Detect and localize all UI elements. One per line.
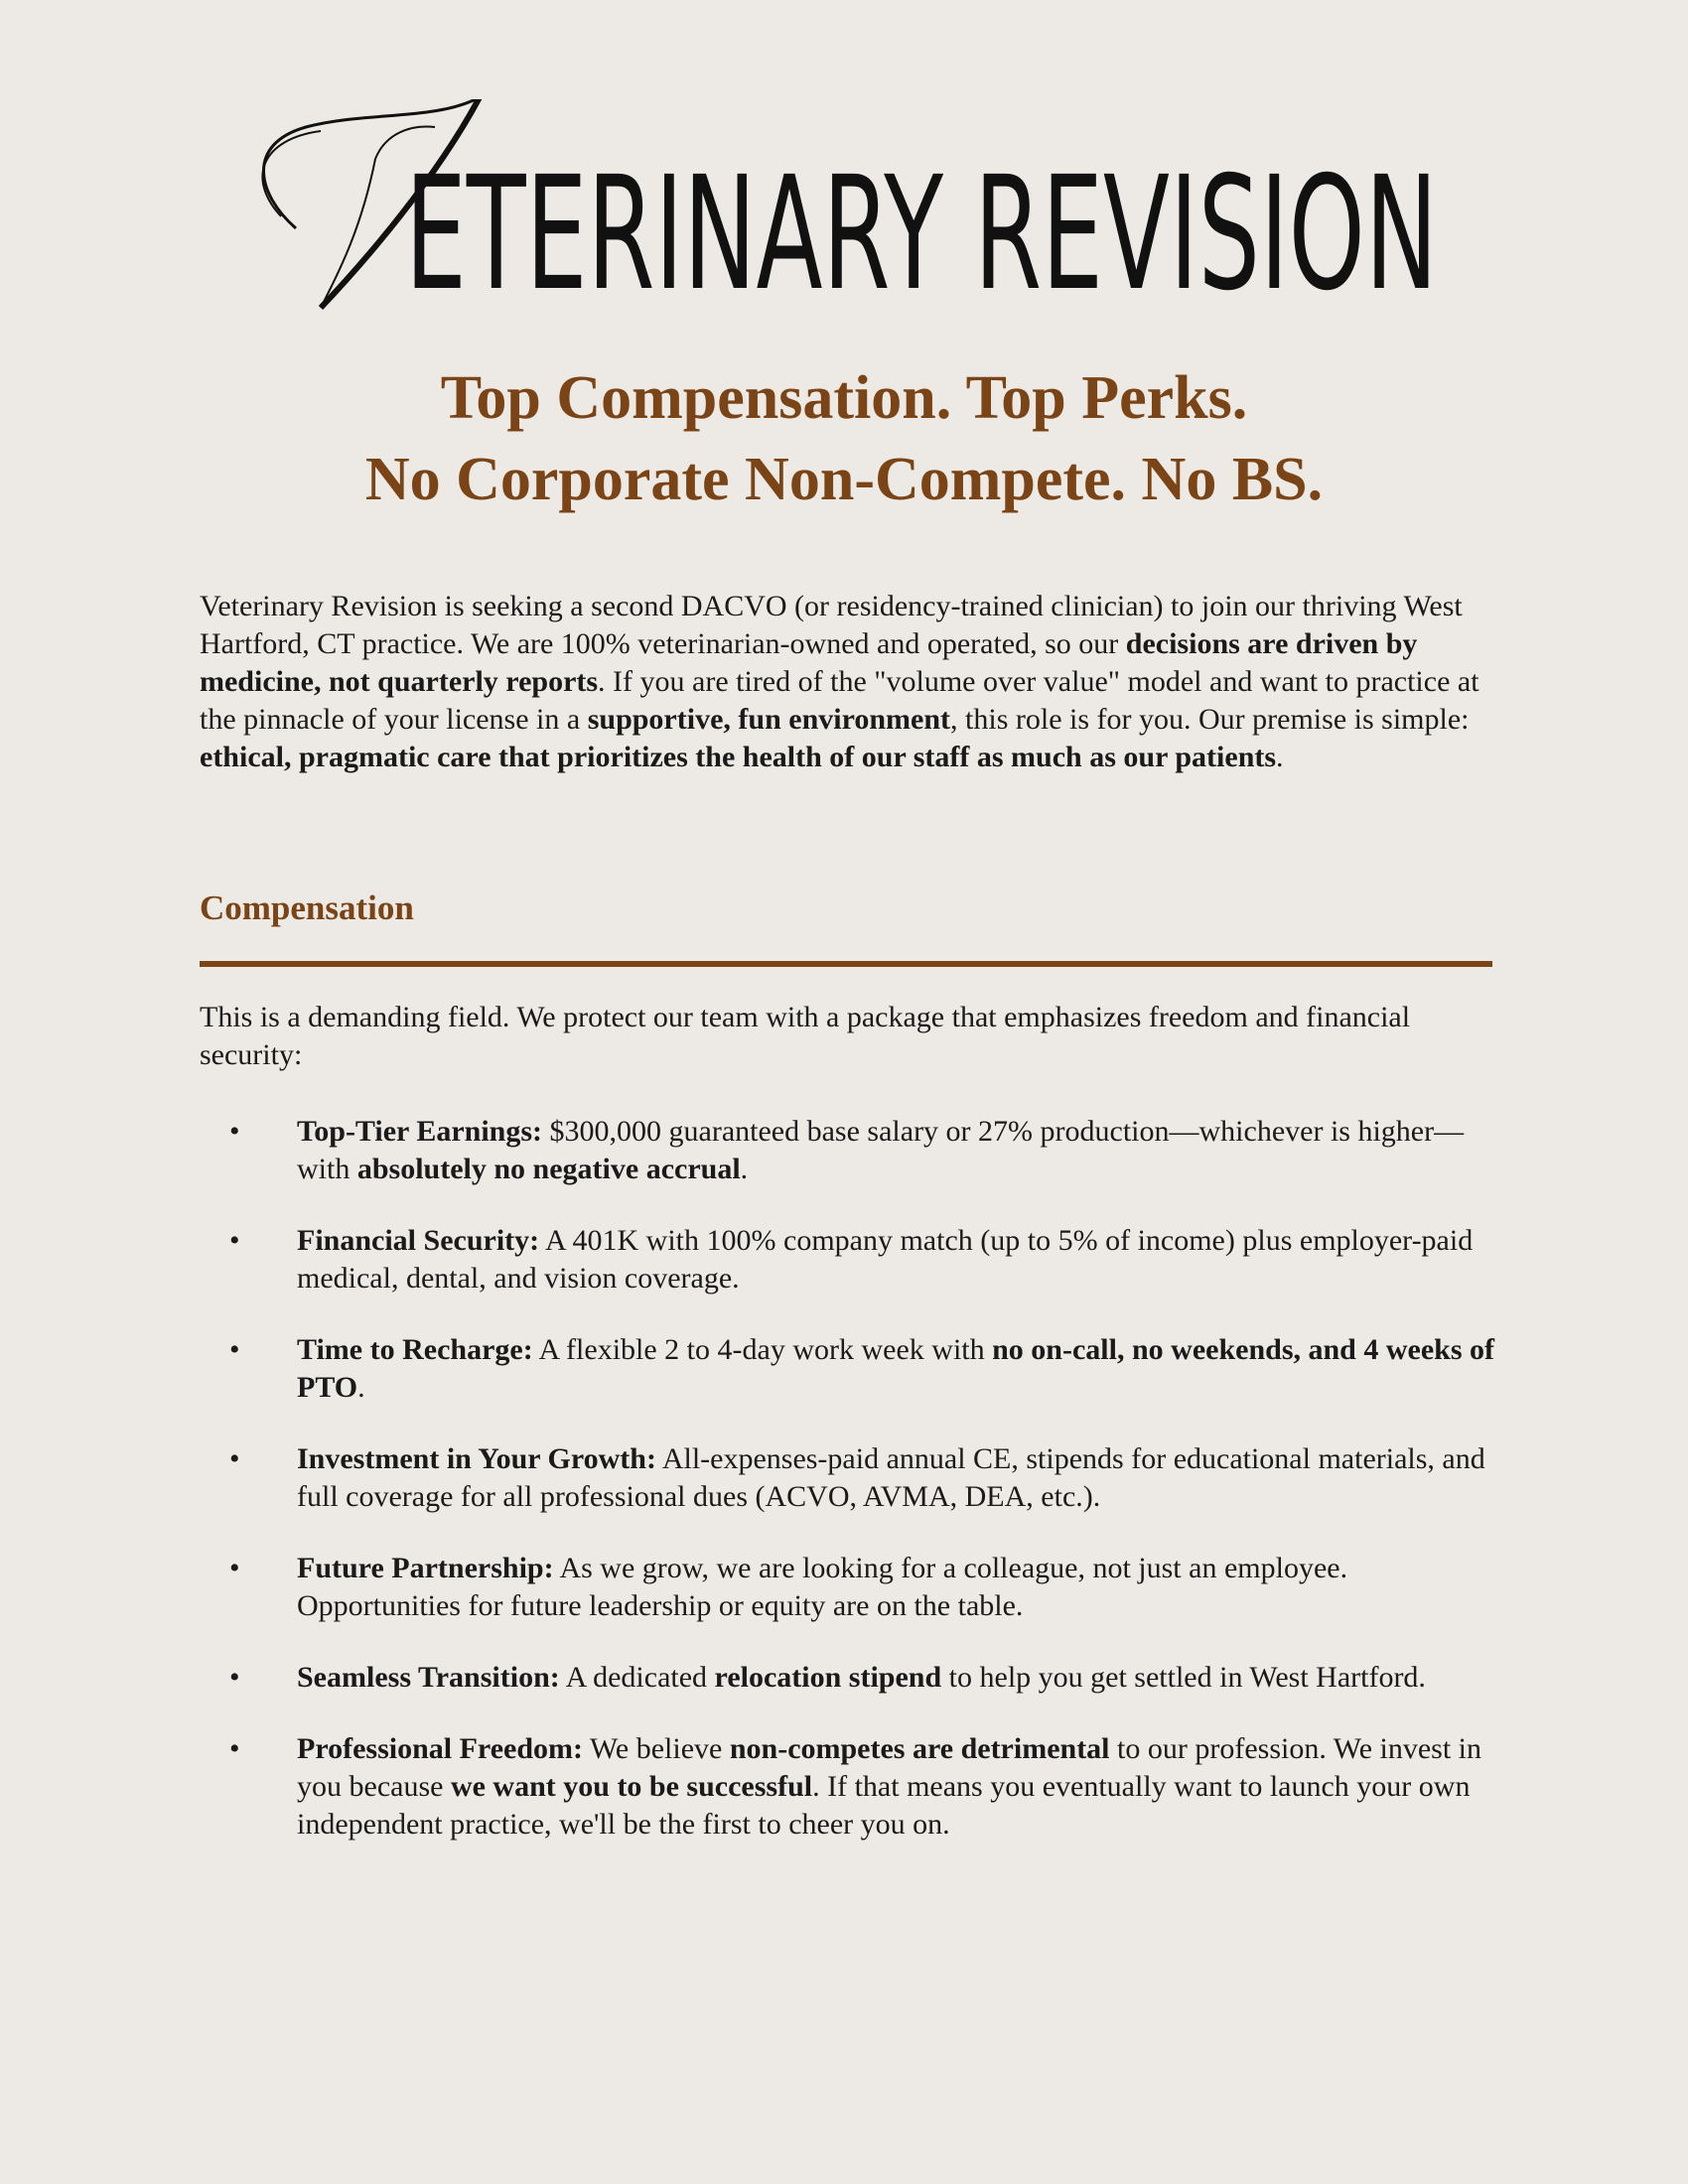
- compensation-intro: This is a demanding field. We protect our team with a package that emphasizes freedom and financial security:: [200, 1001, 1411, 1071]
- benefit-text: A 401K with 100% company match (up to 5% of income) plus employer-paid medical, dental, and vision coverage.: [297, 1224, 1474, 1295]
- benefit-item: [200, 1113, 1510, 1188]
- bullet-icon: •: [229, 1442, 240, 1475]
- intro-text: Veterinary Revision is seeking a second DACVO (or residency-trained clinician) to join our thriving West Hartford, CT practice. We are 100% veterinarian-owned and operated, so our: [200, 590, 1463, 660]
- benefit-text: to help you get settled in West Hartford.: [941, 1661, 1426, 1694]
- benefit-emphasis: non-competes are detrimental: [729, 1732, 1110, 1765]
- benefit-item: [200, 1659, 1510, 1697]
- benefit-text: .: [357, 1371, 365, 1404]
- intro-emphasis: ethical, pragmatic care that prioritizes the health of our staff as much as our patients: [200, 741, 1277, 773]
- benefit-label: Investment in Your Growth:: [297, 1442, 656, 1475]
- benefit-item: [200, 1550, 1510, 1625]
- benefit-label: Time to Recharge:: [297, 1333, 533, 1366]
- benefit-label: Seamless Transition:: [297, 1661, 560, 1694]
- bullet-icon: •: [229, 1661, 240, 1694]
- benefit-text: A flexible 2 to 4-day work week with: [532, 1333, 993, 1366]
- benefit-emphasis: relocation stipend: [714, 1661, 942, 1694]
- benefit-item: [200, 1730, 1510, 1843]
- headline-line-1: Top Compensation. Top Perks.: [440, 364, 1248, 432]
- benefit-emphasis: no on-call, no weekends, and 4 weeks of PTO: [297, 1333, 1495, 1404]
- svg-text:ETERINARY REVISION: ETERINARY REVISION: [405, 143, 1438, 318]
- benefit-text: $300,000 guaranteed base salary or 27% production—whichever is higher—with: [297, 1115, 1465, 1185]
- intro-paragraph: [200, 588, 1500, 776]
- benefit-item: [200, 1331, 1510, 1407]
- benefit-text: As we grow, we are looking for a colleague, not just an employee. Opportunities for future leadership or equity are on the table.: [297, 1552, 1348, 1622]
- benefit-item: [200, 1440, 1510, 1516]
- section-title-compensation: Compensation: [200, 888, 414, 927]
- headline-line-2: No Corporate Non-Compete. No BS.: [364, 446, 1324, 513]
- intro-text: . If you are tired of the "volume over value" model and want to practice at the pinnacle of your license in a: [200, 665, 1479, 736]
- bullet-icon: •: [229, 1732, 240, 1765]
- headline: [99, 357, 1589, 520]
- benefit-label: Future Partnership:: [297, 1552, 554, 1584]
- benefit-label: Professional Freedom:: [297, 1732, 584, 1765]
- benefit-text: A dedicated: [559, 1661, 715, 1694]
- logo-wordmark-graphic: [226, 99, 1468, 318]
- benefit-emphasis: absolutely no negative accrual: [356, 1153, 741, 1185]
- benefit-emphasis: we want you to be successful: [450, 1770, 813, 1803]
- benefit-label: Financial Security:: [297, 1224, 540, 1257]
- section-divider: [200, 961, 1492, 967]
- intro-emphasis: supportive, fun environment: [587, 703, 951, 736]
- bullet-icon: •: [229, 1224, 240, 1257]
- bullet-icon: •: [229, 1115, 240, 1148]
- bullet-icon: •: [229, 1333, 240, 1366]
- benefit-item: [200, 1222, 1510, 1297]
- intro-text: .: [1276, 741, 1284, 773]
- intro-emphasis: decisions are driven by medicine, not quarterly reports: [200, 627, 1418, 698]
- benefit-text: . If that means you eventually want to launch your own independent practice, we'll be the first to cheer you on.: [297, 1770, 1471, 1841]
- benefit-text: All-expenses-paid annual CE, stipends for educational materials, and full coverage for all professional dues (ACVO, AVMA, DEA, etc.).: [297, 1442, 1485, 1513]
- benefit-label: Top-Tier Earnings:: [297, 1115, 543, 1148]
- benefit-text: to our profession. We invest in you because: [297, 1732, 1482, 1803]
- benefit-text: We believe: [583, 1732, 730, 1765]
- brand-logo: [226, 99, 1468, 318]
- benefits-list: [200, 1113, 1510, 1877]
- intro-text: , this role is for you. Our premise is simple:: [950, 703, 1470, 736]
- benefit-text: .: [740, 1153, 749, 1185]
- bullet-icon: •: [229, 1552, 240, 1584]
